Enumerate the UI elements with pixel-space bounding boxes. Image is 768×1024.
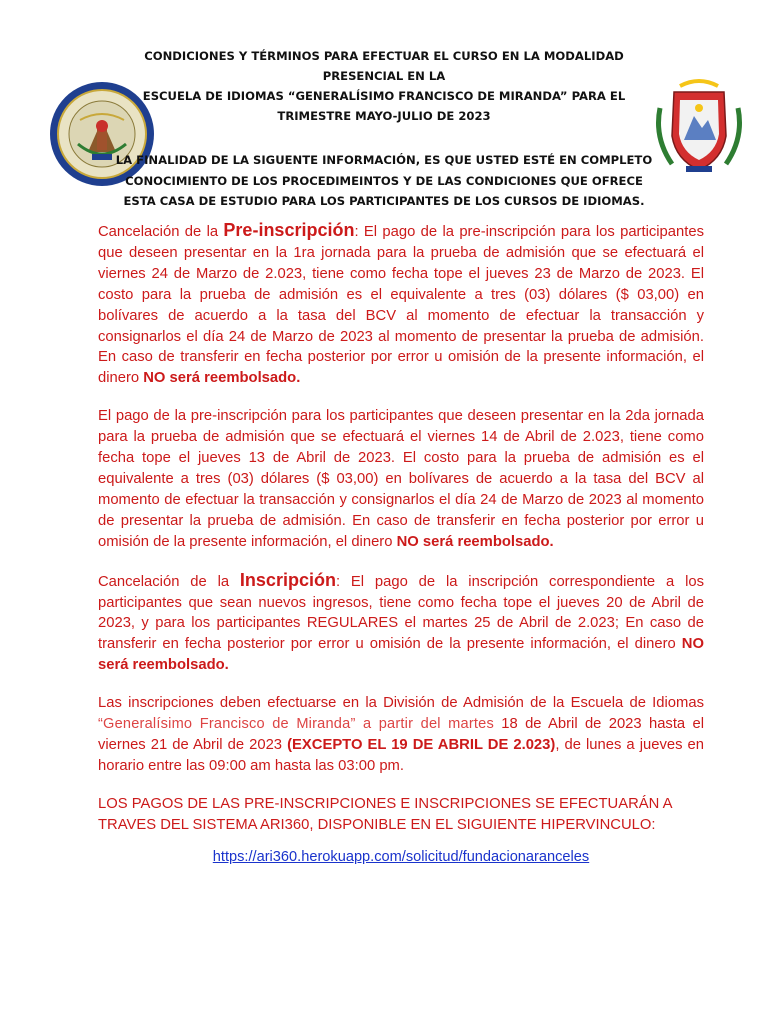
no-refund-notice: NO será reembolsado. xyxy=(98,636,704,674)
document-title xyxy=(120,46,648,126)
registration-location-paragraph xyxy=(98,693,704,777)
intro-line-1: LA FINALIDAD DE LA SIGUENTE INFORMACIÓN, ES QUE USTED ESTÉ EN COMPLETO xyxy=(115,153,653,167)
intro-line-3: ESTA CASA DE ESTUDIO PARA LOS PARTICIPANTES DE LOS CURSOS DE IDIOMAS. xyxy=(123,194,645,208)
payment-hyperlink[interactable]: https://ari360.herokuapp.com/solicitud/fundacionaranceles xyxy=(212,848,590,865)
inscription-heading: Inscripción xyxy=(239,569,336,590)
link-line xyxy=(98,848,704,866)
payment-system-paragraph: LOS PAGOS DE LAS PRE-INSCRIPCIONES E INSCRIPCIONES SE EFECTUARÁN A TRAVES DEL SISTEMA ARI360, DISPONIBLE EN EL SIGUIENTE HIPERVINCULO: xyxy=(98,795,672,833)
school-name-text: “Generalísimo Francisco de Miranda” a partir del martes xyxy=(98,716,494,733)
location-text-3: , de lunes a jueves en horario entre las 09:00 am hasta las 03:00 pm. xyxy=(98,736,704,774)
location-text-1: Las inscripciones deben efectuarse en la División de Admisión de la Escuela de Idiomas xyxy=(98,695,704,712)
pre-inscription-paragraph-1 xyxy=(98,220,704,389)
inscription-lead: Cancelación de la xyxy=(98,573,240,590)
document-body xyxy=(98,220,704,866)
intro-line-2: CONOCIMIENTO DE LOS PROCEDIMEINTOS Y DE LAS CONDICIONES QUE OFRECE xyxy=(125,173,643,188)
title-line-2: PRESENCIAL EN LA xyxy=(322,69,446,83)
location-text-2: 18 de Abril de 2023 hasta el viernes 21 de Abril de 2023 xyxy=(98,716,704,753)
inscription-colon: : xyxy=(335,573,341,590)
title-line-3: ESCUELA DE IDIOMAS “GENERALÍSIMO FRANCISCO DE MIRANDA” PARA EL xyxy=(142,89,626,103)
exception-notice: (EXCEPTO EL 19 DE ABRIL DE 2.023) xyxy=(287,736,556,753)
second-session-text: El pago de la pre-inscripción para los participantes que deseen presentar en la 2da jornada para la prueba de admisión que se efectuará el viernes 14 de Abril de 2.023, tiene como fecha tope el jueves 13 de Abril de 2023. El costo para la prueba de admisión es el equivalente a tres (03) dólares ($ 03,00) en bolívares de acuerdo a la tasa del BCV al momento de efectuar la transacción y consignarlos el día 24 de Marzo de 2023 al momento de presentar la prueba de admisión. En caso de transferir en fecha posterior por error u omisión de la presente información, el dinero xyxy=(98,408,704,550)
pre-inscription-colon: : xyxy=(354,224,359,240)
no-refund-notice: NO será reembolsado. xyxy=(143,370,301,387)
pre-inscription-text: El pago de la pre-inscripción para los participantes que deseen presentar en la 1ra jornada para la prueba de admisión que se efectuará el viernes 24 de Marzo de 2.023, tiene como fecha tope el jueves 23 de Marzo de 2023. El costo para la prueba de admisión es el equivalente a tres (03) dólares ($ 03,00) en bolívares de acuerdo a la tasa del BCV al momento de efectuar la transacción y consignarlos el día 24 de Marzo de 2023 al momento de presentar la prueba de admisión. En caso de transferir en fecha posterior por error u omisión de la presente información, el dinero xyxy=(98,224,704,387)
title-line-4: TRIMESTRE MAYO-JULIO DE 2023 xyxy=(277,109,491,123)
inscription-text: El pago de la inscripción correspondiente a los participantes que sean nuevos ingresos, tiene como fecha tope el jueves 20 de Abril de 2023, y para los participantes REGULARES el martes 25 de Abril de 2.023; En caso de transferir en fecha posterior por error u omisión de la presente información, el dinero xyxy=(98,573,704,653)
intro-statement xyxy=(100,150,668,212)
title-line-1: CONDICIONES Y TÉRMINOS PARA EFECTUAR EL CURSO EN LA MODALIDAD xyxy=(144,49,624,63)
pre-inscription-paragraph-2 xyxy=(98,406,704,552)
no-refund-notice: NO será reembolsado. xyxy=(396,533,554,550)
pre-inscription-heading: Pre-inscripción xyxy=(223,220,355,240)
pre-inscription-lead: Cancelación de la xyxy=(98,224,224,240)
inscription-paragraph xyxy=(98,570,704,677)
